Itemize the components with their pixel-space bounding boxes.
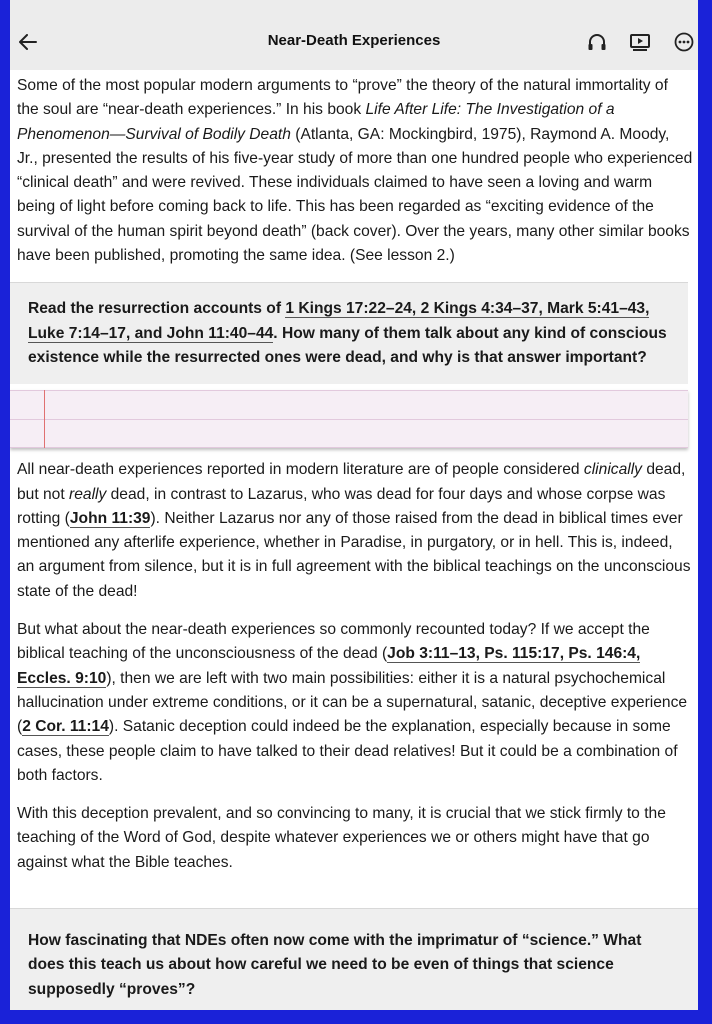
text: dead, but not	[17, 461, 686, 503]
scripture-link[interactable]: Job 3:11–13, Ps. 115:17, Ps. 146:4, Eccles. 9:10	[17, 645, 641, 687]
notes-rule	[10, 447, 688, 448]
paragraph-intro	[17, 74, 693, 268]
more-options-icon[interactable]	[672, 30, 696, 54]
text: ). Neither Lazarus nor any of those raised from the dead in biblical times ever mentioned any afterlife experience, whether in Paradise, in purgatory, or in hell. This is, indeed, an argument from silence, but it is in full agreement with the biblical teachings on the unconscious state of the dead!	[17, 509, 691, 600]
paragraph-conclusion: With this deception prevalent, and so convincing to many, it is crucial that we stick firmly to the teaching of the Word of God, despite whatever experiences we or others might have that go against what the Bible teaches.	[17, 805, 666, 871]
text: Some of the most popular modern arguments to “prove” the theory of the natural immortality of the soul are “near-death experiences.” In his book	[17, 77, 668, 119]
notes-margin-line	[44, 390, 45, 448]
discussion-question-box	[10, 908, 698, 1010]
scripture-link[interactable]: 2 Cor. 11:14	[22, 718, 109, 736]
paragraph-possibilities	[17, 618, 693, 788]
text: But what about the near-death experiences so commonly recounted today? If we accept the biblical teaching of the unconsciousness of the dead (	[17, 621, 650, 663]
scripture-link[interactable]: 1 Kings 17:22–24, 2 Kings 4:34–37, Mark 5:41–43, Luke 7:14–17, and John 11:40–44	[28, 300, 650, 342]
top-bar	[10, 16, 698, 70]
notes-rule	[10, 390, 688, 391]
text: (Atlanta, GA: Mockingbird, 1975), Raymond A. Moody, Jr., presented the results of his five-year study of more than one hundred people who experienced “clinical death” and were revived. These individuals claimed to have seen a loving and warm being of light before coming back to life. This has been regarded as “exciting evidence of the survival of the human spirit beyond death” (back cover). Over the years, many other similar books have been published, promoting the same idea. (See lesson 2.)	[17, 125, 693, 265]
notes-rule	[10, 419, 688, 420]
book-title: Life After Life: The Investigation of a Phenomenon—Survival of Bodily Death	[17, 101, 615, 143]
answer-notes-area[interactable]	[10, 390, 688, 448]
question-text: Read the resurrection accounts of	[28, 300, 286, 318]
paragraph-lazarus	[17, 458, 693, 604]
text: dead, in contrast to Lazarus, who was dead for four days and whose corpse was rotting (	[17, 485, 666, 527]
page-title: Near-Death Experiences	[267, 32, 441, 49]
question-text: . How many of them talk about any kind of conscious existence while the resurrected ones were dead, and why is that answer important?	[28, 324, 667, 366]
text: All near-death experiences reported in modern literature are of people considered	[17, 461, 584, 479]
text-emphasis: really	[69, 485, 107, 503]
text: ), then we are left with two main possibilities: either it is a natural psychochemical hallucination under extreme conditions, or it can be a supernatural, satanic, deceptive experience (	[17, 669, 688, 736]
question-box	[10, 282, 688, 384]
question-text: How fascinating that NDEs often now come with the imprimatur of “science.” What does this teach us about how careful we need to be even of things that science supposedly “proves”?	[28, 932, 642, 998]
scripture-link[interactable]: John 11:39	[69, 509, 151, 527]
play-video-icon[interactable]	[628, 30, 652, 54]
text: ). Satanic deception could indeed be the explanation, especially because in some cases, these people claim to have talked to their dead relatives! But it could be a combination of both factors.	[17, 718, 678, 784]
app-frame	[10, 0, 698, 1010]
lesson-content	[17, 74, 693, 889]
status-bar	[10, 0, 698, 16]
headphones-icon[interactable]	[585, 30, 609, 54]
text-emphasis: clinically	[583, 461, 642, 479]
